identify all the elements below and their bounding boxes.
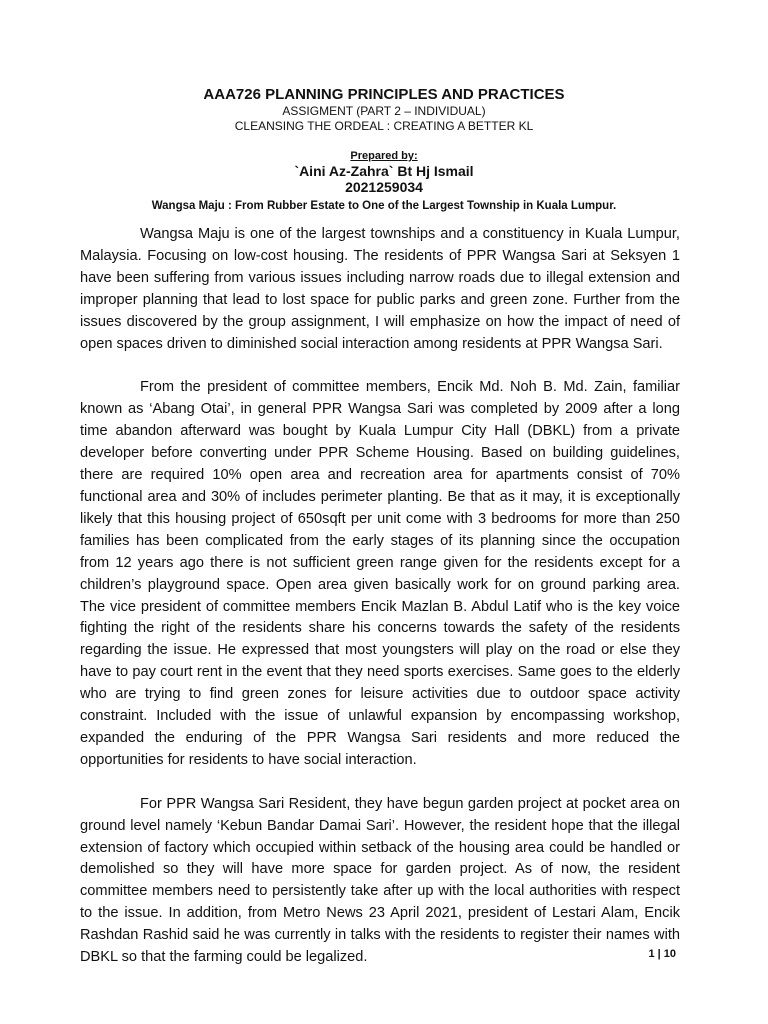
paragraph: Wangsa Maju is one of the largest townships and a constituency in Kuala Lumpur, Malaysia. Focusing on low-cost housing. The residents of PPR Wangsa Sari at Seksyen 1 have been suffering from various issues including narrow roads due to illegal extension and improper planning that lead to lost space for public parks and green zone. Further from the issues discovered by the group assignment, I will emphasize on how the impact of need of open spaces driven to diminished social interaction among residents at PPR Wangsa Sari. <box>80 226 680 352</box>
assignment-line: ASSIGMENT (PART 2 – INDIVIDUAL) <box>282 104 486 118</box>
course-title: AAA726 PLANNING PRINCIPLES AND PRACTICES <box>203 86 565 103</box>
page-number: 1 | 10 <box>648 948 676 960</box>
paragraph: For PPR Wangsa Sari Resident, they have begun garden project at pocket area on ground level namely ‘Kebun Bandar Damai Sari’. However, the resident hope that the illegal extension of factory which occupied within setback of the housing area could be handled or demolished so they will have more space for garden project. As of now, the resident committee members need to persistently take after up with the local authorities with respect to the issue. In addition, from Metro News 23 April 2021, president of Lestari Alam, Encik Rashdan Rashid said he was currently in talks with the residents to register their names with DBKL so that the farming could be legalized. <box>80 795 680 966</box>
essay-title: Wangsa Maju : From Rubber Estate to One of the Largest Township in Kuala Lumpur. <box>151 200 617 212</box>
paragraph: From the president of committee members, Encik Md. Noh B. Md. Zain, familiar known as ‘Abang Otai’, in general PPR Wangsa Sari was completed by 2009 after a long time abandon afterward was bought by Kuala Lumpur City Hall (DBKL) from a private developer before converting under PPR Scheme Housing. Based on building guidelines, there are required 10% open area and recreation area for apartments consist of 70% functional area and 30% of includes perimeter planting. Be that as it may, it is exceptionally likely that this housing project of 650sqft per unit come with 3 bedrooms for more than 250 families has been complicated from the early stages of its planning since the occupation from 12 years ago there is not sufficient green range given for the residents except for a children’s playground space. Open area given basically work for on ground parking area. The vice president of committee members Encik Mazlan B. Abdul Latif who is the key voice fighting the right of the residents share his concerns towards the safety of the residents regarding the issue. He expressed that most youngsters will play on the road or else they have to pay court rent in the event that they need sports exercises. Same goes to the elderly who are trying to find green zones for leisure activities due to outdoor space activity constraint. Included with the issue of unlawful expansion by encompassing workshop, expanded the enduring of the PPR Wangsa Sari residents and more reduced the opportunities for residents to have social interaction. <box>80 379 680 768</box>
theme-line: CLEANSING THE ORDEAL : CREATING A BETTER KL <box>234 119 534 133</box>
student-id: 2021259034 <box>345 179 423 195</box>
author-name: `Aini Az-Zahra` Bt Hj Ismail <box>294 163 474 179</box>
body-text <box>80 224 680 991</box>
prepared-by-label: Prepared by: <box>350 150 418 162</box>
document-header <box>80 86 688 213</box>
